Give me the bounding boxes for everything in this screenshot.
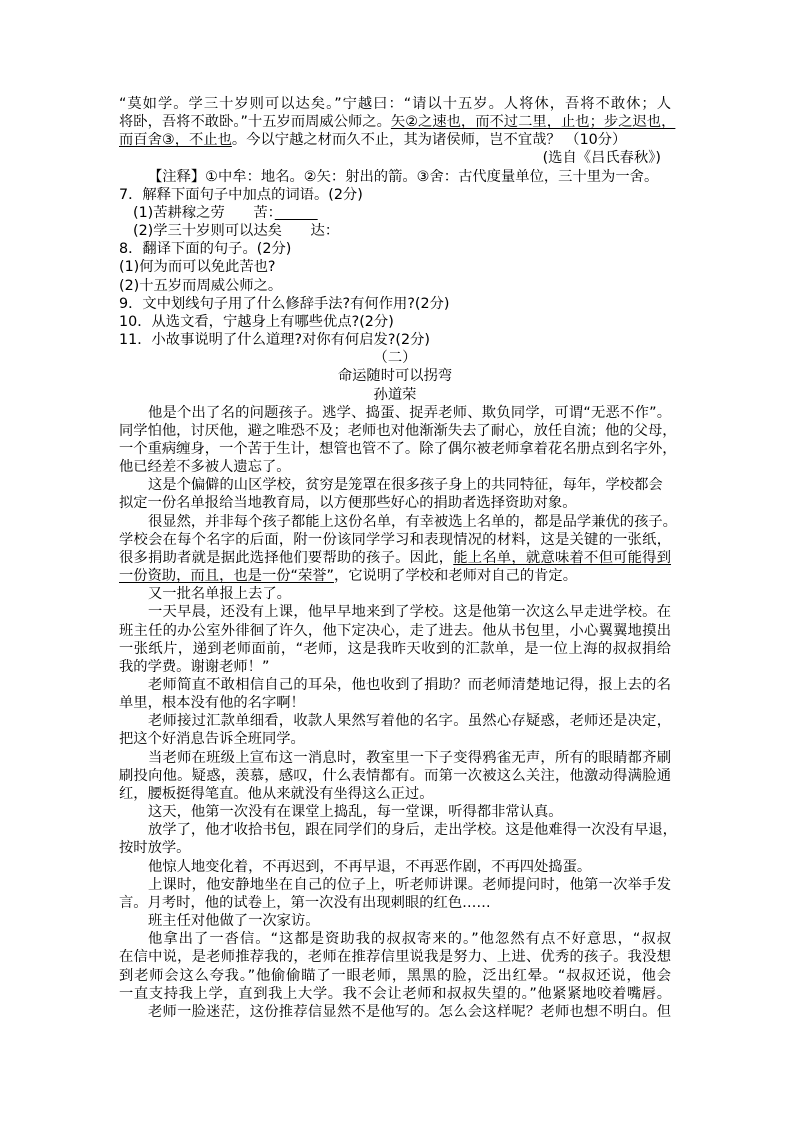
text-segment: 这天，他第一次没有在课堂上捣乱，每一堂课，听得都非常认真。 — [148, 804, 563, 821]
text-line — [119, 694, 671, 712]
text-segment: 老师接过汇款单细看，收款人果然写着他的名字。虽然心存疑惑，老师还是决定， — [148, 713, 671, 730]
text-line — [119, 149, 671, 167]
text-segment: 他惊人地变化着，不再迟到，不再早退，不再恶作剧，不再四处捣蛋。 — [148, 858, 592, 875]
text-segment: 上课时，他安静地坐在自己的位子上，听老师讲课。老师提问时，他第一次举手发 — [148, 876, 671, 893]
text-segment: 他已经差不多被人遗忘了。 — [119, 459, 291, 476]
text-line — [119, 676, 671, 694]
text-line — [119, 549, 671, 567]
text-segment: 9．文中划线句子用了什么修辞手法?有何作用?(2分) — [119, 295, 450, 312]
text-line — [119, 985, 671, 1003]
text-line — [119, 730, 671, 748]
text-line — [119, 113, 676, 131]
text-segment: ，它说明了学校和老师对自己的肯定。 — [333, 568, 578, 585]
text-segment: 又一批名单报上去了。 — [148, 586, 291, 603]
text-line — [119, 458, 671, 476]
text-segment: 在信中说，是老师推荐我的，老师在推荐信里说我是努力、上进、优秀的孩子。我没想 — [119, 949, 671, 966]
text-segment: (1)何为而可以免此苦也? — [119, 259, 276, 276]
text-segment: 一直支持我上学，直到我上大学。我不会让老师和叔叔失望的。”他紧紧地咬着嘴唇。 — [119, 985, 671, 1002]
text-segment: 按时放学。 — [119, 840, 191, 857]
text-line — [119, 404, 671, 422]
text-line — [119, 367, 671, 385]
text-segment: 红，腰板挺得笔直。他从来就没有坐得这么正过。 — [119, 785, 434, 802]
text-line — [119, 531, 671, 549]
text-line — [119, 440, 677, 458]
text-segment: 放学了，他才收拾书包，跟在同学们的身后，走出学校。这是他难得一次没有早退， — [148, 822, 677, 839]
text-segment: 同学怕他，讨厌他，避之唯恐不及；老师也对他渐渐失去了耐心，放任自流；他的父母， — [119, 422, 677, 439]
text-segment: 。今以宁越之材而久不止，其为诸侯师，岂不宜哉？ （10分） — [231, 132, 627, 149]
text-segment: 拟定一份名单报给当地教育局，以方便那些好心的捐助者选择资助对象。 — [119, 495, 577, 512]
text-segment: 班主任对他做了一次家访。 — [148, 913, 320, 930]
text-line — [119, 258, 671, 276]
text-segment: (1)苦耕稼之劳 苦： — [133, 204, 275, 221]
text-segment: 一张纸片，递到老师面前，“老师，这是我昨天收到的汇款单，是一位上海的叔叔捐给 — [119, 640, 671, 657]
text-line — [119, 295, 671, 313]
text-segment: 将卧，吾将不敢卧。”十五岁而周威公师之。 — [119, 114, 391, 131]
text-segment: 7．解释下面句子中加点的词语。(2分) — [119, 186, 363, 203]
text-segment: 我的学费。谢谢老师！” — [119, 658, 270, 675]
underlined-text — [275, 205, 318, 221]
text-line — [119, 948, 671, 966]
text-line — [119, 131, 671, 149]
text-line — [119, 894, 671, 912]
text-line — [119, 222, 671, 240]
text-segment: 一天早晨，还没有上课，他早早地来到了学校。这是他第一次这么早走进学校。在 — [148, 604, 671, 621]
text-line — [119, 785, 671, 803]
text-line — [119, 95, 671, 113]
text-line — [119, 603, 671, 621]
text-line — [119, 640, 671, 658]
text-line — [119, 930, 671, 948]
text-segment: 老师一脸迷茫，这份推荐信显然不是他写的。怎么会这样呢？老师也想不明白。但 — [148, 1003, 671, 1020]
text-line — [119, 476, 671, 494]
text-segment: 一个重病缠身，一个苦于生计，想管也管不了。除了偶尔被老师拿着花名册点到名字外， — [119, 440, 677, 457]
text-segment: 【注释】①中牟：地名。②矢：射出的箭。③舍：古代度量单位，三十里为一舍。 — [148, 168, 659, 185]
text-segment: 刷投向他。疑惑，羡慕，感叹，什么表情都有。而第一次被这么关注，他激动得满脸通 — [119, 767, 671, 784]
text-line — [119, 168, 671, 186]
text-segment: 8．翻译下面的句子。(2分) — [119, 241, 292, 258]
text-line — [119, 839, 671, 857]
text-line — [119, 858, 671, 876]
text-segment: 11．小故事说明了什么道理?对你有何启发?(2分) — [119, 332, 430, 349]
text-segment: 言。月考时，他的试卷上，第一次没有出现刺眼的红色…… — [119, 894, 491, 911]
text-line — [119, 186, 671, 204]
text-line — [119, 912, 671, 930]
text-line — [119, 967, 671, 985]
text-segment: 孙道荣 — [373, 386, 417, 403]
text-segment: （二） — [373, 350, 417, 367]
text-line — [119, 803, 671, 821]
text-line — [119, 386, 671, 404]
text-line — [119, 749, 671, 767]
text-segment: 他是个出了名的问题孩子。逃学、捣蛋、捉弄老师、欺负同学，可谓“无恶不作”。 — [148, 404, 671, 421]
text-segment: 10．从选文看，宁越身上有哪些优点?(2分) — [119, 313, 394, 330]
underlined-text: 一份资助，而且，也是一份“荣誉” — [119, 568, 334, 585]
text-line — [119, 567, 671, 585]
text-line — [119, 767, 671, 785]
text-line — [119, 1003, 671, 1021]
text-line — [119, 240, 671, 258]
text-segment: 这是个偏僻的山区学校，贫穷是笼罩在很多孩子身上的共同特征，每年，学校都会 — [148, 477, 663, 494]
underlined-text: 矢②之速也，而不过二里，止也；步之迟也， — [390, 114, 676, 131]
text-segment: (2)十五岁而周威公师之。 — [119, 277, 283, 294]
text-segment: 班主任的办公室外徘徊了许久，他下定决心，走了进去。他从书包里，小心翼翼地摸出 — [119, 622, 671, 639]
text-line — [119, 494, 671, 512]
text-line — [119, 513, 677, 531]
text-segment: 老师简直不敢相信自己的耳朵，他也收到了捐助？而老师清楚地记得，报上去的名 — [148, 677, 671, 693]
text-line — [119, 349, 671, 367]
text-segment: 单里，根本没有他的名字啊！ — [119, 695, 305, 712]
text-line — [119, 658, 671, 676]
underlined-text: 而百舍③，不止也 — [119, 132, 232, 149]
text-segment: 到老师会这么夸我。”他偷偷瞄了一眼老师，黑黑的脸，泛出红晕。“叔叔还说，他会 — [119, 967, 671, 984]
text-line — [119, 422, 677, 440]
text-line — [119, 821, 677, 839]
text-line — [119, 313, 671, 331]
text-line — [119, 876, 671, 894]
underlined-text: 能上名单，就意味着不但可能得到 — [453, 549, 672, 566]
text-line — [119, 331, 671, 349]
text-segment: 很显然，并非每个孩子都能上这份名单，有幸被选上名单的，都是品学兼优的孩子。 — [148, 513, 677, 530]
text-line — [119, 712, 671, 730]
text-segment: 当老师在班级上宣布这一消息时，教室里一下子变得鸦雀无声，所有的眼睛都齐刷 — [148, 749, 671, 766]
text-segment: 学校会在每个名字的后面，附一份该同学学习和表现情况的材料，这是关键的一张纸， — [119, 531, 671, 548]
document-page — [119, 95, 677, 1021]
text-line — [119, 204, 671, 222]
text-line — [119, 622, 671, 640]
text-line — [119, 277, 671, 295]
text-segment: (2)学三十岁则可以达矣 达： — [133, 223, 340, 240]
text-segment: 把这个好消息告诉全班同学。 — [119, 731, 305, 748]
text-segment: (选自《吕氏春秋》) — [542, 150, 661, 167]
text-segment: 很多捐助者就是据此选择他们要帮助的孩子。因此， — [119, 549, 454, 566]
text-line — [119, 585, 671, 603]
text-segment: 他拿出了一沓信。“这都是资助我的叔叔寄来的。”他忽然有点不好意思，“叔叔 — [148, 931, 671, 948]
text-segment: 命运随时可以拐弯 — [337, 368, 453, 385]
text-segment: “莫如学。学三十岁则可以达矣。”宁越曰：“请以十五岁。人将休，吾将不敢休；人 — [119, 96, 671, 112]
